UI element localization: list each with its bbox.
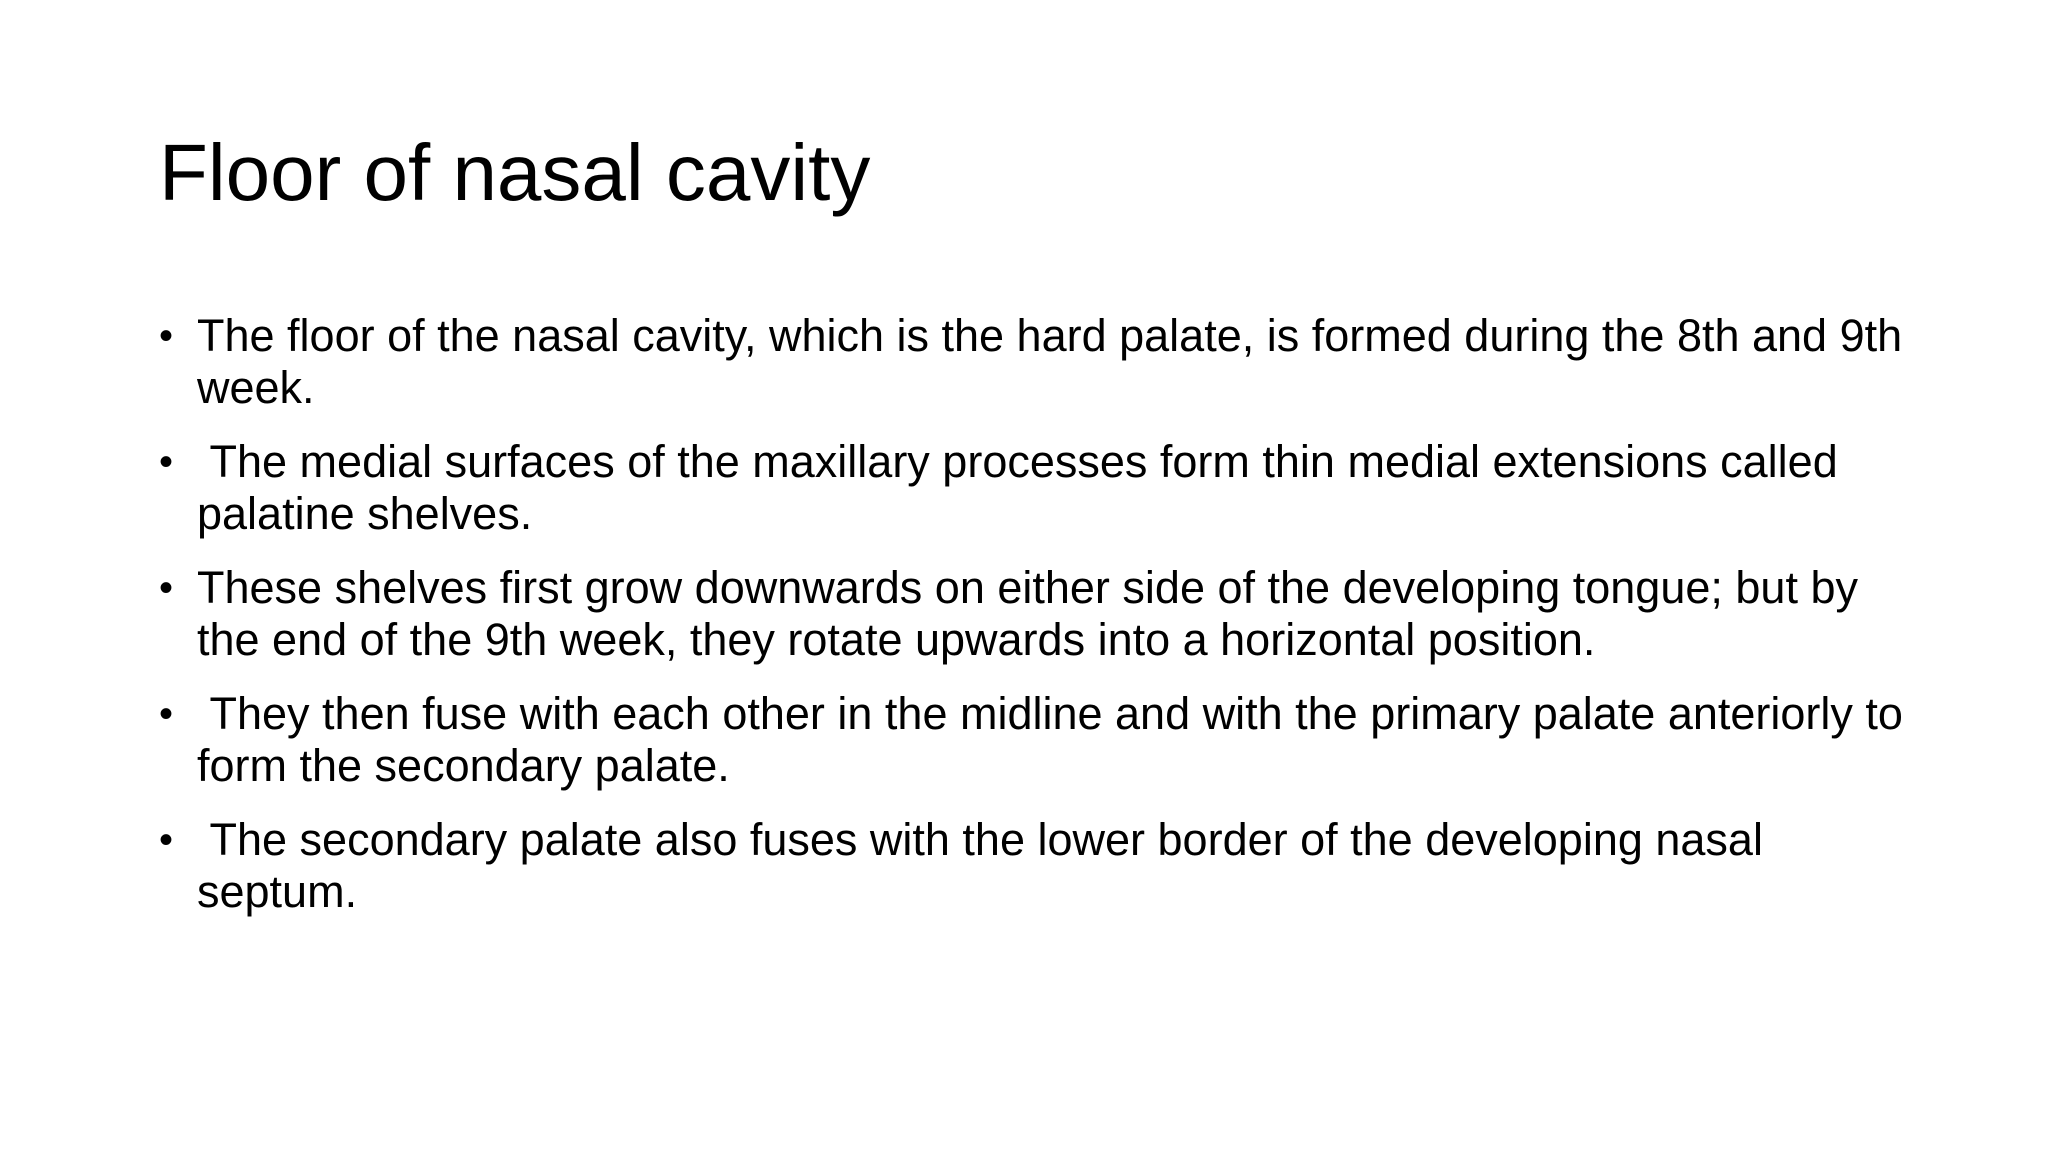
bullet-text: The secondary palate also fuses with the lower border of the developing nasal septum. (197, 814, 1776, 917)
bullet-text: The medial surfaces of the maxillary processes form thin medial extensions called palatine shelves. (197, 436, 1851, 539)
bullet-icon: • (159, 440, 174, 484)
bullet-text: These shelves first grow downwards on either side of the developing tongue; but by the end of the 9th week, they rotate upwards into a horizontal position. (197, 562, 1871, 665)
list-item (159, 310, 1919, 414)
list-item (159, 436, 1919, 540)
bullet-icon: • (159, 314, 174, 358)
bullet-text: They then fuse with each other in the midline and with the primary palate anteriorly to form the secondary palate. (197, 688, 1916, 791)
bullet-icon: • (159, 818, 174, 862)
bullet-text: The floor of the nasal cavity, which is the hard palate, is formed during the 8th and 9th week. (197, 310, 1915, 413)
list-item (159, 814, 1919, 918)
slide-title: Floor of nasal cavity (159, 128, 871, 217)
list-item (159, 688, 1919, 792)
list-item (159, 562, 1919, 666)
bullet-icon: • (159, 566, 174, 610)
bullet-list (159, 310, 1919, 940)
bullet-icon: • (159, 692, 174, 736)
